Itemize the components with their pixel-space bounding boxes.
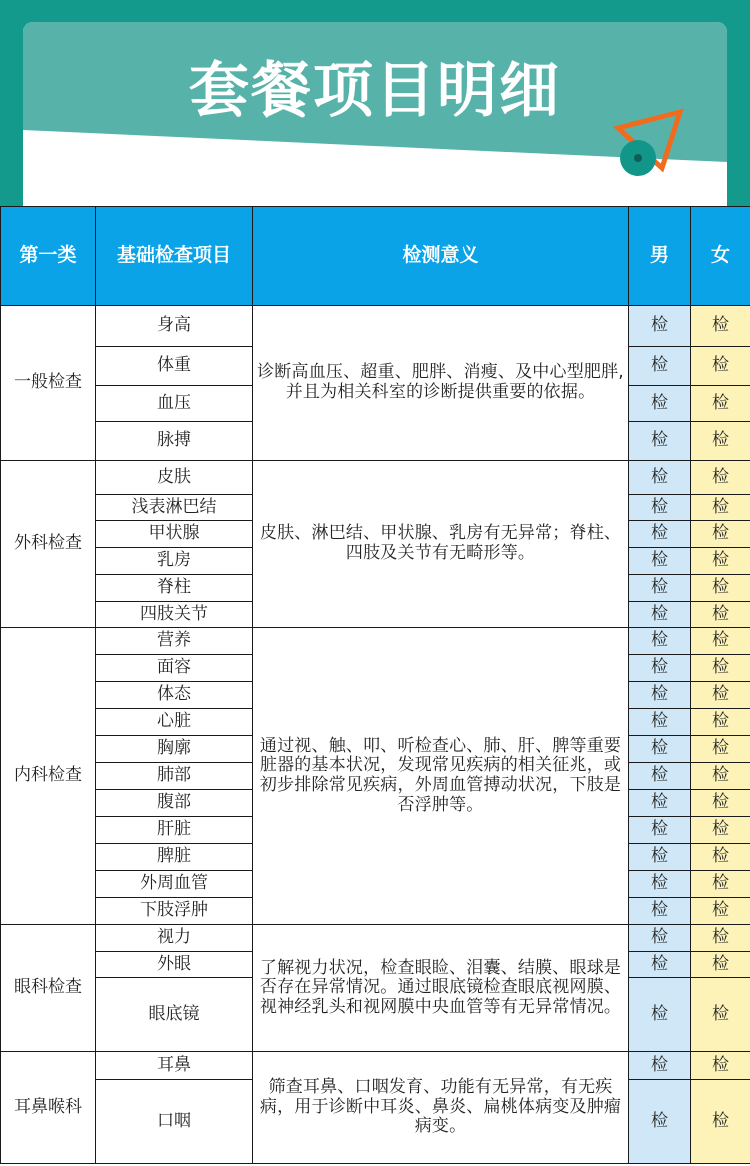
item-name-cell: 乳房 [96,548,253,575]
male-check-cell: 检 [629,628,691,655]
female-check-cell: 检 [691,495,750,521]
category-cell: 眼科检查 [1,925,96,1052]
female-check-cell: 检 [691,422,750,461]
header-item: 基础检查项目 [96,207,253,306]
header-female: 女 [691,207,750,306]
female-check-cell: 检 [691,709,750,736]
item-name-cell: 脉搏 [96,422,253,461]
female-check-cell: 检 [691,871,750,898]
item-name-cell: 皮肤 [96,461,253,495]
female-check-cell: 检 [691,521,750,548]
female-check-cell: 检 [691,306,750,347]
page-title: 套餐项目明细 [189,56,561,126]
female-check-cell: 检 [691,898,750,925]
female-check-cell: 检 [691,1080,750,1164]
target-decoration-icon [0,0,750,206]
male-check-cell: 检 [629,521,691,548]
female-check-cell: 检 [691,628,750,655]
female-check-cell: 检 [691,461,750,495]
meaning-cell: 筛查耳鼻、口咽发育、功能有无异常，有无疾病，用于诊断中耳炎、鼻炎、扁桃体病变及肿瘤病变。 [253,1052,629,1164]
item-name-cell: 肝脏 [96,817,253,844]
item-name-cell: 下肢浮肿 [96,898,253,925]
header-meaning: 检测意义 [253,207,629,306]
item-name-cell: 眼底镜 [96,978,253,1052]
male-check-cell: 检 [629,952,691,978]
category-cell: 内科检查 [1,628,96,925]
female-check-cell: 检 [691,844,750,871]
female-check-cell: 检 [691,575,750,602]
male-check-cell: 检 [629,1080,691,1164]
male-check-cell: 检 [629,763,691,790]
female-check-cell: 检 [691,763,750,790]
item-name-cell: 甲状腺 [96,521,253,548]
male-check-cell: 检 [629,495,691,521]
male-check-cell: 检 [629,898,691,925]
item-name-cell: 营养 [96,628,253,655]
female-check-cell: 检 [691,682,750,709]
female-check-cell: 检 [691,952,750,978]
header-category: 第一类 [1,207,96,306]
item-name-cell: 外眼 [96,952,253,978]
male-check-cell: 检 [629,1052,691,1080]
item-name-cell: 耳鼻 [96,1052,253,1080]
item-name-cell: 腹部 [96,790,253,817]
male-check-cell: 检 [629,548,691,575]
table-row [1,461,750,495]
table-body [1,306,750,1164]
item-name-cell: 四肢关节 [96,602,253,628]
female-check-cell: 检 [691,817,750,844]
female-check-cell: 检 [691,386,750,422]
item-name-cell: 心脏 [96,709,253,736]
male-check-cell: 检 [629,817,691,844]
meaning-cell: 皮肤、淋巴结、甲状腺、乳房有无异常；脊柱、四肢及关节有无畸形等。 [253,461,629,628]
item-name-cell: 体态 [96,682,253,709]
item-name-cell: 胸廓 [96,736,253,763]
male-check-cell: 检 [629,978,691,1052]
male-check-cell: 检 [629,790,691,817]
meaning-cell: 诊断高血压、超重、肥胖、消瘦、及中心型肥胖,并且为相关科室的诊断提供重要的依据。 [253,306,629,461]
item-name-cell: 脊柱 [96,575,253,602]
male-check-cell: 检 [629,844,691,871]
male-check-cell: 检 [629,386,691,422]
male-check-cell: 检 [629,461,691,495]
male-check-cell: 检 [629,709,691,736]
male-check-cell: 检 [629,655,691,682]
female-check-cell: 检 [691,978,750,1052]
male-check-cell: 检 [629,422,691,461]
category-cell: 外科检查 [1,461,96,628]
female-check-cell: 检 [691,347,750,386]
female-check-cell: 检 [691,925,750,952]
male-check-cell: 检 [629,602,691,628]
item-name-cell: 口咽 [96,1080,253,1164]
meaning-cell: 了解视力状况，检查眼睑、泪囊、结膜、眼球是否存在异常情况。通过眼底镜检查眼底视网膜、视神经乳头和视网膜中央血管等有无异常情况。 [253,925,629,1052]
header-male: 男 [629,207,691,306]
item-name-cell: 外周血管 [96,871,253,898]
table-row [1,628,750,655]
male-check-cell: 检 [629,925,691,952]
table-row [1,306,750,347]
item-name-cell: 肺部 [96,763,253,790]
table-row [1,925,750,952]
table-header-row [1,207,750,306]
female-check-cell: 检 [691,655,750,682]
item-name-cell: 浅表淋巴结 [96,495,253,521]
package-items-table [0,206,750,1164]
item-name-cell: 血压 [96,386,253,422]
item-name-cell: 面容 [96,655,253,682]
category-cell: 一般检查 [1,306,96,461]
male-check-cell: 检 [629,871,691,898]
female-check-cell: 检 [691,736,750,763]
meaning-cell: 通过视、触、叩、听检查心、肺、肝、脾等重要脏器的基本状况，发现常见疾病的相关征兆，或初步排除常见疾病，外周血管搏动状况，下肢是否浮肿等。 [253,628,629,925]
male-check-cell: 检 [629,575,691,602]
item-name-cell: 体重 [96,347,253,386]
item-name-cell: 身高 [96,306,253,347]
category-cell: 耳鼻喉科 [1,1052,96,1164]
male-check-cell: 检 [629,347,691,386]
item-name-cell: 视力 [96,925,253,952]
item-name-cell: 脾脏 [96,844,253,871]
male-check-cell: 检 [629,682,691,709]
female-check-cell: 检 [691,548,750,575]
male-check-cell: 检 [629,736,691,763]
female-check-cell: 检 [691,1052,750,1080]
table-row [1,1052,750,1080]
female-check-cell: 检 [691,790,750,817]
male-check-cell: 检 [629,306,691,347]
female-check-cell: 检 [691,602,750,628]
